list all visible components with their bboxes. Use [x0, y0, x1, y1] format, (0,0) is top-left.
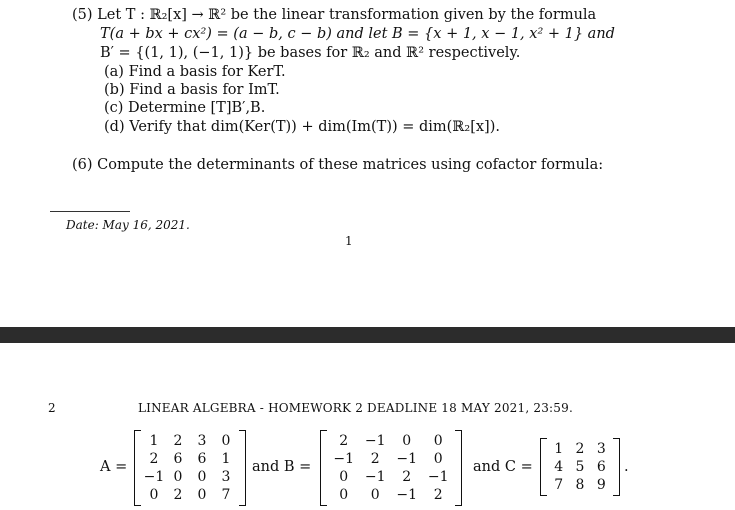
matrix-a-entry: 6 — [173, 451, 183, 467]
matrix-a-entry: −1 — [143, 469, 165, 485]
matrix-a-entry: 7 — [221, 487, 231, 503]
end-period: . — [624, 459, 629, 475]
matrix-b-entry: 0 — [339, 469, 349, 485]
problem-5-part-a: (a) Find a basis for KerT. — [104, 64, 286, 80]
page-number-2: 2 — [48, 401, 56, 415]
matrix-b-entry: 2 — [433, 487, 443, 503]
matrix-b-entry: 0 — [339, 487, 349, 503]
matrix-b-entry: 0 — [433, 433, 443, 449]
matrix-c-entry: 1 — [554, 441, 564, 457]
footnote-date: Date: May 16, 2021. — [66, 218, 190, 232]
matrix-b-entry: 0 — [370, 487, 380, 503]
matrix-c-entry: 8 — [575, 477, 585, 493]
problem-5-part-d: (d) Verify that dim(Ker(T)) + dim(Im(T)) = dim(ℝ₂[x]). — [104, 119, 500, 135]
matrix-c-entry: 6 — [596, 459, 606, 475]
matrix-c-entry: 9 — [596, 477, 606, 493]
page-number-1: 1 — [345, 234, 353, 248]
label-and-c: and C = — [473, 459, 533, 475]
label-and-b: and B = — [252, 459, 312, 475]
matrix-a-entry: 1 — [221, 451, 231, 467]
matrix-a-entry: 6 — [197, 451, 207, 467]
matrix-b-entry: −1 — [364, 433, 386, 449]
matrix-b — [320, 430, 462, 506]
matrix-b-entry: 2 — [402, 469, 412, 485]
page-two — [0, 343, 735, 510]
matrix-b-entry: −1 — [427, 469, 449, 485]
matrix-c-entry: 5 — [575, 459, 585, 475]
matrix-b-entry: 0 — [402, 433, 412, 449]
matrix-a — [134, 430, 246, 506]
matrix-b-entry: 2 — [339, 433, 349, 449]
problem-5-part-c: (c) Determine [T]B′,B. — [104, 100, 266, 116]
problem-5-line-2: T(a + bx + cx²) = (a − b, c − b) and let B = {x + 1, x − 1, x² + 1} and — [100, 26, 615, 42]
matrix-b-entry: −1 — [396, 487, 418, 503]
problem-6: (6) Compute the determinants of these matrices using cofactor formula: — [72, 157, 604, 173]
matrix-a-entry: 2 — [149, 451, 159, 467]
matrix-c — [540, 438, 620, 496]
footnote-rule — [50, 211, 130, 212]
matrix-a-entry: 1 — [149, 433, 159, 449]
matrix-a-entry: 3 — [197, 433, 207, 449]
matrix-a-entry: 0 — [197, 487, 207, 503]
matrix-b-entry: 0 — [433, 451, 443, 467]
matrix-a-entry: 3 — [221, 469, 231, 485]
matrix-a-entry: 2 — [173, 487, 183, 503]
matrix-b-entry: 2 — [370, 451, 380, 467]
page-separator — [0, 327, 735, 343]
matrix-a-entry: 0 — [149, 487, 159, 503]
matrix-b-entry: −1 — [396, 451, 418, 467]
label-a: A = — [100, 459, 128, 475]
matrix-c-entry: 4 — [554, 459, 564, 475]
problem-5-line-3: B′ = {(1, 1), (−1, 1)} be bases for ℝ₂ and ℝ² respectively. — [100, 45, 521, 61]
problem-5-part-b: (b) Find a basis for ImT. — [104, 82, 280, 98]
matrix-b-entry: −1 — [333, 451, 355, 467]
matrix-b-entry: −1 — [364, 469, 386, 485]
matrix-a-entry: 0 — [221, 433, 231, 449]
matrix-c-entry: 3 — [596, 441, 606, 457]
matrix-a-entry: 2 — [173, 433, 183, 449]
matrix-c-entry: 2 — [575, 441, 585, 457]
problem-5-line-1: (5) Let T : ℝ₂[x] → ℝ² be the linear transformation given by the formula — [72, 7, 597, 23]
matrix-a-entry: 0 — [173, 469, 183, 485]
matrix-a-entry: 0 — [197, 469, 207, 485]
matrix-c-entry: 7 — [554, 477, 564, 493]
running-header: LINEAR ALGEBRA - HOMEWORK 2 DEADLINE 18 MAY 2021, 23:59. — [138, 401, 573, 415]
